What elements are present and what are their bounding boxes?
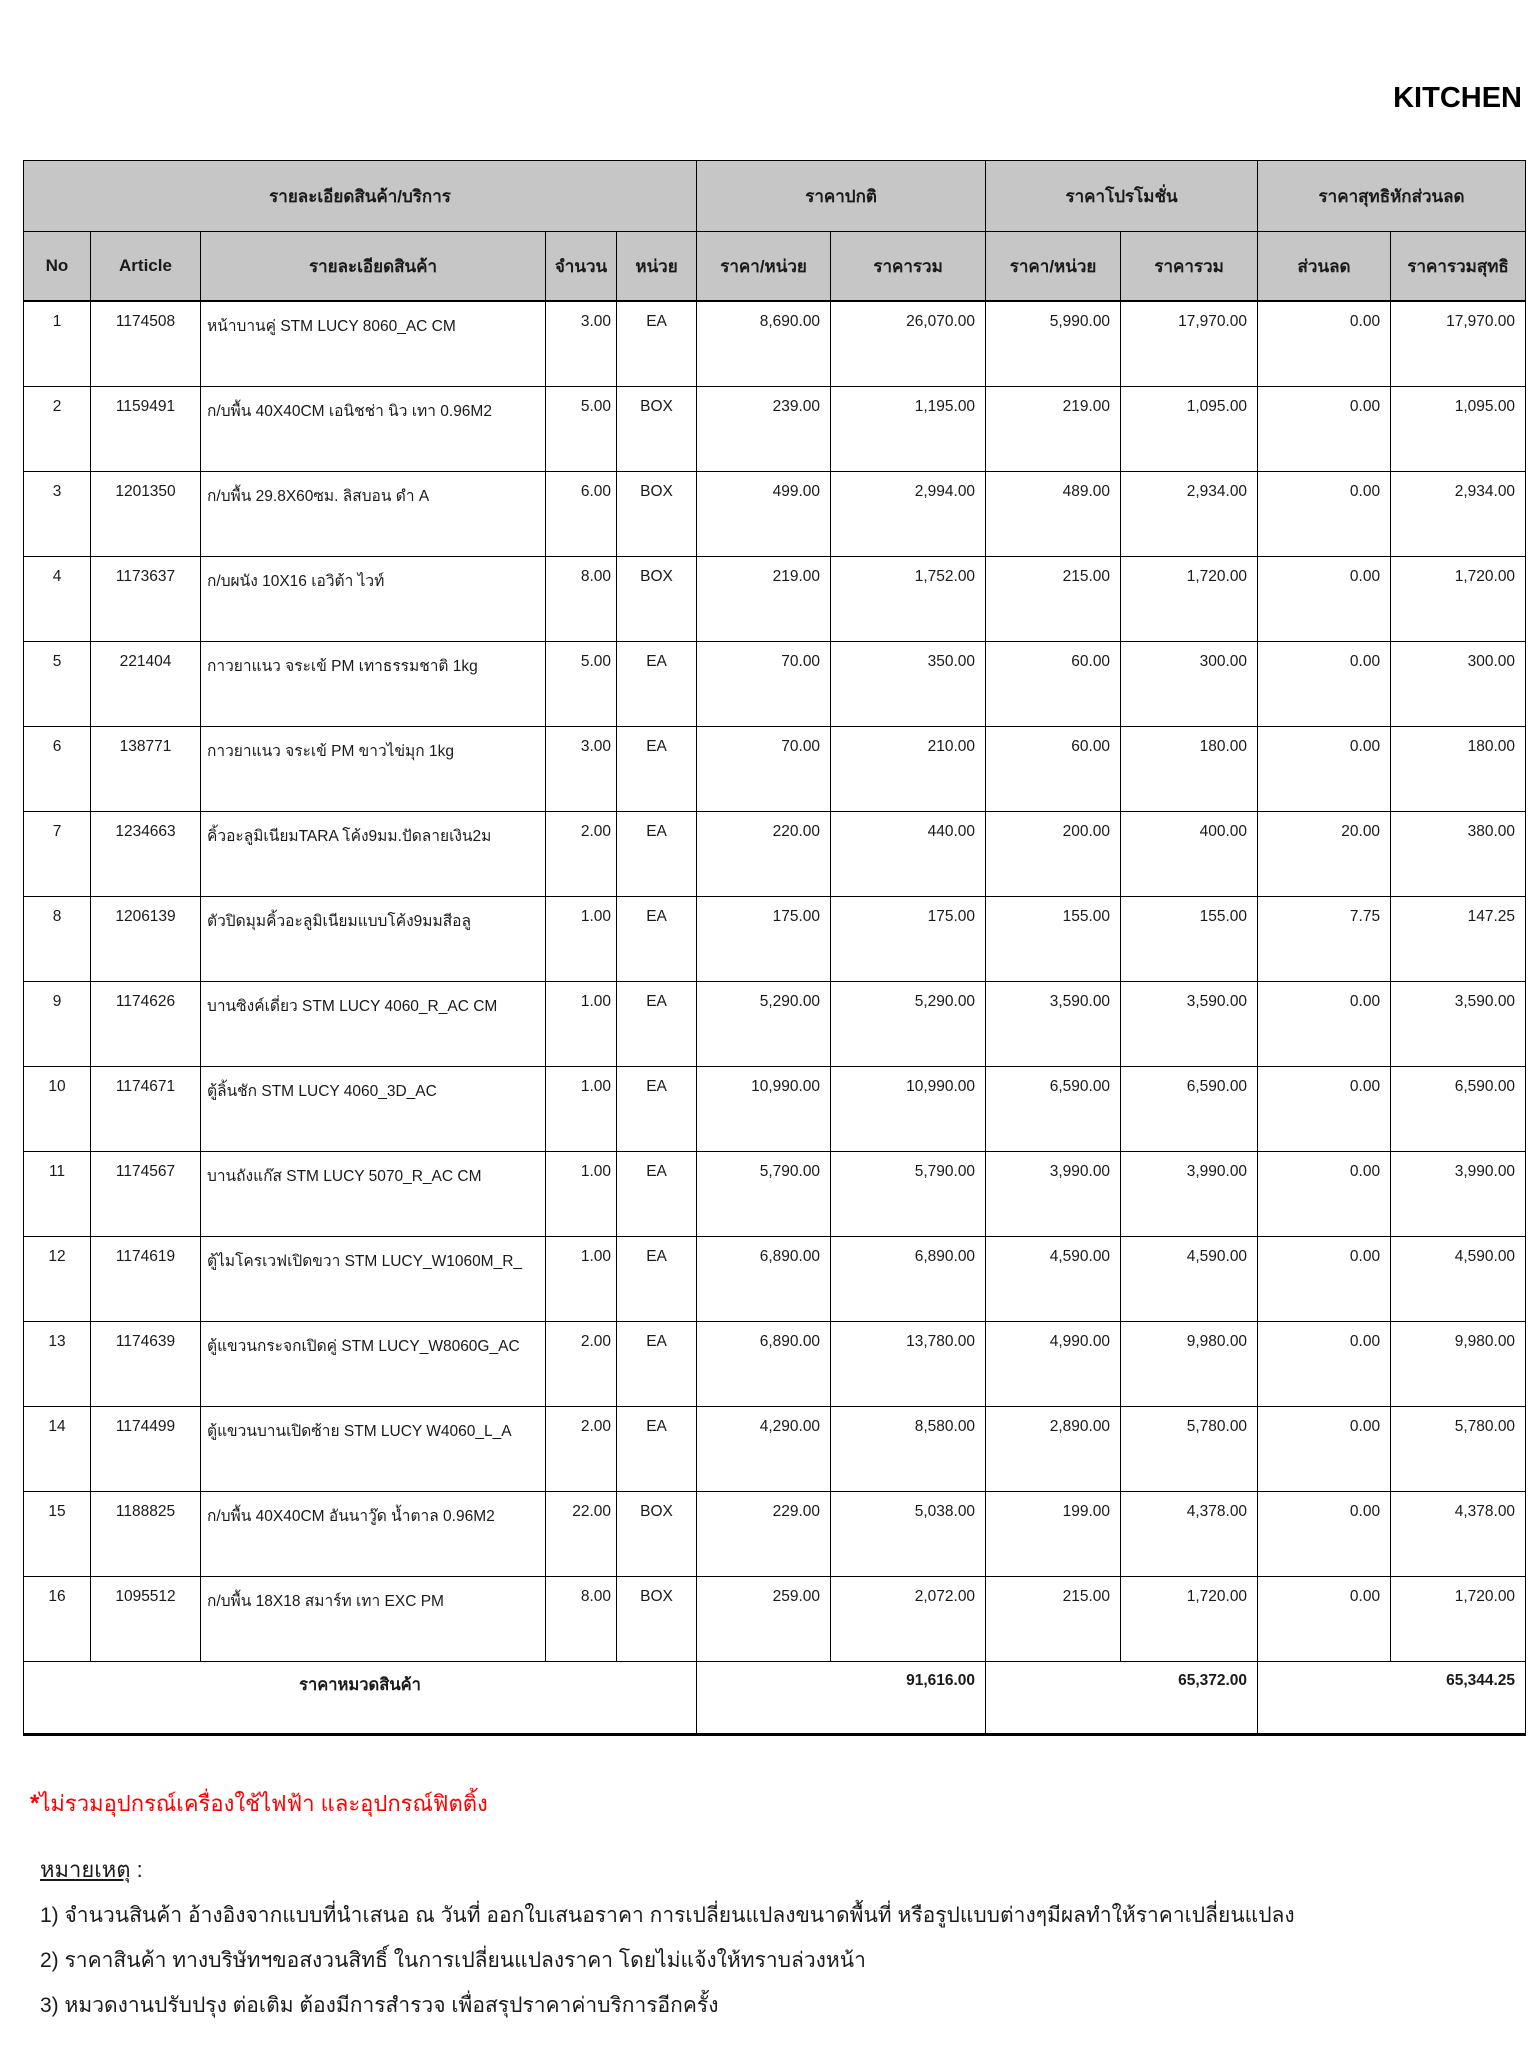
row-number: 1 [24,301,91,387]
unit-value: EA [617,1237,697,1322]
quantity-value: 1.00 [546,982,617,1067]
net-total-value: 2,934.00 [1391,472,1526,557]
row-number: 14 [24,1407,91,1492]
quantity-value: 3.00 [546,727,617,812]
discount-value: 0.00 [1258,301,1391,387]
column-header-row [24,232,1526,302]
row-number: 6 [24,727,91,812]
promo-total-value: 180.00 [1121,727,1258,812]
normal-total-value: 2,994.00 [831,472,986,557]
discount-value: 20.00 [1258,812,1391,897]
unit-value: EA [617,301,697,387]
table-row [24,1322,1526,1407]
normal-unit-price-value: 70.00 [697,642,831,727]
promo-total-value: 3,590.00 [1121,982,1258,1067]
quantity-value: 2.00 [546,812,617,897]
normal-total-value: 440.00 [831,812,986,897]
promo-total-value: 400.00 [1121,812,1258,897]
group-normal-price: ราคาปกติ [697,161,986,232]
promo-total-value: 6,590.00 [1121,1067,1258,1152]
normal-total-value: 5,290.00 [831,982,986,1067]
discount-value: 0.00 [1258,1152,1391,1237]
col-promo-unit-price: ราคา/หน่วย [986,232,1121,302]
product-description: หน้าบานคู่ STM LUCY 8060_AC CM [201,301,546,387]
promo-unit-price-value: 2,890.00 [986,1407,1121,1492]
quantity-value: 2.00 [546,1407,617,1492]
promo-total-value: 1,095.00 [1121,387,1258,472]
unit-value: EA [617,1067,697,1152]
promo-unit-price-value: 155.00 [986,897,1121,982]
net-total-value: 1,095.00 [1391,387,1526,472]
promo-total-value: 2,934.00 [1121,472,1258,557]
promo-total-value: 5,780.00 [1121,1407,1258,1492]
quantity-value: 6.00 [546,472,617,557]
discount-value: 0.00 [1258,1067,1391,1152]
normal-unit-price-value: 8,690.00 [697,301,831,387]
col-normal-total: ราคารวม [831,232,986,302]
normal-total-value: 10,990.00 [831,1067,986,1152]
normal-total-value: 8,580.00 [831,1407,986,1492]
table-body [24,301,1526,1662]
article-code: 1174508 [91,301,201,387]
normal-unit-price-value: 5,790.00 [697,1152,831,1237]
promo-total-value: 300.00 [1121,642,1258,727]
promo-unit-price-value: 3,590.00 [986,982,1121,1067]
page-title: KITCHEN [1393,82,1522,114]
promo-total-value: 1,720.00 [1121,1577,1258,1662]
summary-normal-total: 91,616.00 [697,1662,986,1735]
group-net-price: ราคาสุทธิหักส่วนลด [1258,161,1526,232]
net-total-value: 300.00 [1391,642,1526,727]
summary-promo-total: 65,372.00 [986,1662,1258,1735]
normal-unit-price-value: 175.00 [697,897,831,982]
col-discount: ส่วนลด [1258,232,1391,302]
article-code: 1174499 [91,1407,201,1492]
note-1: 1) จำนวนสินค้า อ้างอิงจากแบบที่นำเสนอ ณ วันที่ ออกใบเสนอราคา การเปลี่ยนแปลงขนาดพื้นที่ หรือรูปแบบต่างๆมีผลทำให้ราคาเปลี่ยนแปลง [40,1904,1295,1927]
unit-value: EA [617,1322,697,1407]
article-code: 1174567 [91,1152,201,1237]
normal-total-value: 1,752.00 [831,557,986,642]
row-number: 2 [24,387,91,472]
article-code: 1095512 [91,1577,201,1662]
net-total-value: 17,970.00 [1391,301,1526,387]
table-row [24,557,1526,642]
normal-unit-price-value: 10,990.00 [697,1067,831,1152]
discount-value: 0.00 [1258,472,1391,557]
article-code: 1159491 [91,387,201,472]
promo-unit-price-value: 4,990.00 [986,1322,1121,1407]
product-description: ตู้แขวนกระจกเปิดคู่ STM LUCY_W8060G_AC [201,1322,546,1407]
unit-value: EA [617,1407,697,1492]
normal-total-value: 5,790.00 [831,1152,986,1237]
notes-heading [40,1852,143,1887]
unit-value: EA [617,982,697,1067]
normal-unit-price-value: 229.00 [697,1492,831,1577]
col-quantity: จำนวน [546,232,617,302]
promo-unit-price-value: 60.00 [986,727,1121,812]
discount-value: 0.00 [1258,982,1391,1067]
unit-value: BOX [617,1577,697,1662]
normal-total-value: 13,780.00 [831,1322,986,1407]
row-number: 5 [24,642,91,727]
normal-unit-price-value: 259.00 [697,1577,831,1662]
promo-unit-price-value: 4,590.00 [986,1237,1121,1322]
group-promo-price: ราคาโปรโมชั่น [986,161,1258,232]
discount-value: 0.00 [1258,387,1391,472]
unit-value: EA [617,812,697,897]
table-row [24,1407,1526,1492]
normal-total-value: 26,070.00 [831,301,986,387]
quantity-value: 1.00 [546,897,617,982]
promo-total-value: 4,378.00 [1121,1492,1258,1577]
unit-value: BOX [617,1492,697,1577]
table-row [24,982,1526,1067]
net-total-value: 1,720.00 [1391,1577,1526,1662]
article-code: 1174639 [91,1322,201,1407]
table-row [24,472,1526,557]
row-number: 15 [24,1492,91,1577]
product-description: กาวยาแนว จระเข้ PM เทาธรรมชาติ 1kg [201,642,546,727]
normal-total-value: 175.00 [831,897,986,982]
discount-value: 0.00 [1258,557,1391,642]
unit-value: EA [617,1152,697,1237]
row-number: 9 [24,982,91,1067]
table-row [24,642,1526,727]
article-code: 1174626 [91,982,201,1067]
table-row [24,1492,1526,1577]
exclusion-note [30,1786,488,1821]
normal-total-value: 1,195.00 [831,387,986,472]
product-description: ก/บพื้น 40X40CM เอนิชช่า นิว เทา 0.96M2 [201,387,546,472]
table-footer [24,1662,1526,1735]
promo-unit-price-value: 200.00 [986,812,1121,897]
unit-value: BOX [617,387,697,472]
net-total-value: 4,378.00 [1391,1492,1526,1577]
net-total-value: 3,990.00 [1391,1152,1526,1237]
row-number: 12 [24,1237,91,1322]
promo-unit-price-value: 5,990.00 [986,301,1121,387]
col-promo-total: ราคารวม [1121,232,1258,302]
product-description: ตู้แขวนบานเปิดซ้าย STM LUCY W4060_L_A [201,1407,546,1492]
unit-value: EA [617,642,697,727]
notes-heading-label: หมายเหตุ [40,1857,131,1882]
promo-unit-price-value: 199.00 [986,1492,1121,1577]
promo-unit-price-value: 215.00 [986,557,1121,642]
quantity-value: 1.00 [546,1067,617,1152]
table-row [24,301,1526,387]
discount-value: 0.00 [1258,1577,1391,1662]
quotation-table [23,160,1526,1736]
normal-unit-price-value: 499.00 [697,472,831,557]
summary-label: ราคาหมวดสินค้า [24,1662,697,1735]
normal-unit-price-value: 6,890.00 [697,1322,831,1407]
discount-value: 0.00 [1258,727,1391,812]
article-code: 1173637 [91,557,201,642]
normal-unit-price-value: 70.00 [697,727,831,812]
net-total-value: 6,590.00 [1391,1067,1526,1152]
normal-total-value: 6,890.00 [831,1237,986,1322]
row-number: 7 [24,812,91,897]
quantity-value: 3.00 [546,301,617,387]
promo-total-value: 4,590.00 [1121,1237,1258,1322]
quantity-value: 2.00 [546,1322,617,1407]
normal-total-value: 5,038.00 [831,1492,986,1577]
net-total-value: 3,590.00 [1391,982,1526,1067]
promo-unit-price-value: 219.00 [986,387,1121,472]
product-description: บานถังแก๊ส STM LUCY 5070_R_AC CM [201,1152,546,1237]
table-row [24,1152,1526,1237]
quantity-value: 5.00 [546,387,617,472]
row-number: 4 [24,557,91,642]
group-header-row [24,161,1526,232]
normal-unit-price-value: 6,890.00 [697,1237,831,1322]
table-row [24,1577,1526,1662]
product-description: ตู้ลิ้นชัก STM LUCY 4060_3D_AC [201,1067,546,1152]
table-row [24,1237,1526,1322]
product-description: ตัวปิดมุมคิ้วอะลูมิเนียมแบบโค้ง9มมสีอลู [201,897,546,982]
table-row [24,387,1526,472]
product-description: ก/บพื้น 18X18 สมาร์ท เทา EXC PM [201,1577,546,1662]
net-total-value: 147.25 [1391,897,1526,982]
normal-unit-price-value: 219.00 [697,557,831,642]
notes-heading-colon: : [130,1857,143,1882]
promo-total-value: 17,970.00 [1121,301,1258,387]
product-description: ก/บพื้น 40X40CM อันนาวู๊ด น้ำตาล 0.96M2 [201,1492,546,1577]
net-total-value: 9,980.00 [1391,1322,1526,1407]
article-code: 1206139 [91,897,201,982]
col-unit: หน่วย [617,232,697,302]
note-3: 3) หมวดงานปรับปรุง ต่อเติม ต้องมีการสำรวจ เพื่อสรุปราคาค่าบริการอีกครั้ง [40,1994,719,2017]
table-header [24,161,1526,302]
article-code: 1174619 [91,1237,201,1322]
row-number: 13 [24,1322,91,1407]
col-description: รายละเอียดสินค้า [201,232,546,302]
normal-unit-price-value: 239.00 [697,387,831,472]
col-article: Article [91,232,201,302]
quantity-value: 5.00 [546,642,617,727]
quantity-value: 8.00 [546,557,617,642]
article-code: 1234663 [91,812,201,897]
promo-unit-price-value: 215.00 [986,1577,1121,1662]
promo-total-value: 155.00 [1121,897,1258,982]
promo-unit-price-value: 6,590.00 [986,1067,1121,1152]
col-normal-unit-price: ราคา/หน่วย [697,232,831,302]
discount-value: 0.00 [1258,642,1391,727]
product-description: ก/บพื้น 29.8X60ซม. ลิสบอน ดำ A [201,472,546,557]
table-row [24,897,1526,982]
article-code: 1188825 [91,1492,201,1577]
promo-total-value: 9,980.00 [1121,1322,1258,1407]
discount-value: 0.00 [1258,1492,1391,1577]
unit-value: BOX [617,557,697,642]
discount-value: 7.75 [1258,897,1391,982]
row-number: 16 [24,1577,91,1662]
product-description: บานซิงค์เดี่ยว STM LUCY 4060_R_AC CM [201,982,546,1067]
table-row [24,812,1526,897]
row-number: 10 [24,1067,91,1152]
summary-net-total: 65,344.25 [1258,1662,1526,1735]
product-description: ก/บผนัง 10X16 เอวิต้า ไวท์ [201,557,546,642]
normal-unit-price-value: 5,290.00 [697,982,831,1067]
article-code: 138771 [91,727,201,812]
quantity-value: 1.00 [546,1237,617,1322]
discount-value: 0.00 [1258,1237,1391,1322]
unit-value: EA [617,897,697,982]
promo-total-value: 3,990.00 [1121,1152,1258,1237]
col-net-total: ราคารวมสุทธิ [1391,232,1526,302]
net-total-value: 180.00 [1391,727,1526,812]
article-code: 1201350 [91,472,201,557]
quantity-value: 22.00 [546,1492,617,1577]
product-description: กาวยาแนว จระเข้ PM ขาวไข่มุก 1kg [201,727,546,812]
normal-total-value: 210.00 [831,727,986,812]
exclusion-note-text: ไม่รวมอุปกรณ์เครื่องใช้ไฟฟ้า และอุปกรณ์ฟิตติ้ง [39,1791,488,1816]
group-product-details: รายละเอียดสินค้า/บริการ [24,161,697,232]
quantity-value: 1.00 [546,1152,617,1237]
net-total-value: 4,590.00 [1391,1237,1526,1322]
promo-total-value: 1,720.00 [1121,557,1258,642]
promo-unit-price-value: 60.00 [986,642,1121,727]
promo-unit-price-value: 489.00 [986,472,1121,557]
normal-total-value: 350.00 [831,642,986,727]
product-description: ตู้ไมโครเวฟเปิดขวา STM LUCY_W1060M_R_ [201,1237,546,1322]
note-2: 2) ราคาสินค้า ทางบริษัทฯขอสงวนสิทธิ์ ในการเปลี่ยนแปลงราคา โดยไม่แจ้งให้ทราบล่วงหน้า [40,1949,866,1972]
unit-value: BOX [617,472,697,557]
normal-total-value: 2,072.00 [831,1577,986,1662]
asterisk-mark: * [30,1790,40,1817]
net-total-value: 1,720.00 [1391,557,1526,642]
row-number: 3 [24,472,91,557]
discount-value: 0.00 [1258,1322,1391,1407]
row-number: 8 [24,897,91,982]
promo-unit-price-value: 3,990.00 [986,1152,1121,1237]
normal-unit-price-value: 4,290.00 [697,1407,831,1492]
discount-value: 0.00 [1258,1407,1391,1492]
normal-unit-price-value: 220.00 [697,812,831,897]
unit-value: EA [617,727,697,812]
article-code: 1174671 [91,1067,201,1152]
product-description: คิ้วอะลูมิเนียมTARA โค้ง9มม.ปัดลายเงิน2ม [201,812,546,897]
col-no: No [24,232,91,302]
article-code: 221404 [91,642,201,727]
net-total-value: 5,780.00 [1391,1407,1526,1492]
quantity-value: 8.00 [546,1577,617,1662]
table-row [24,1067,1526,1152]
summary-row [24,1662,1526,1735]
table-row [24,727,1526,812]
row-number: 11 [24,1152,91,1237]
net-total-value: 380.00 [1391,812,1526,897]
